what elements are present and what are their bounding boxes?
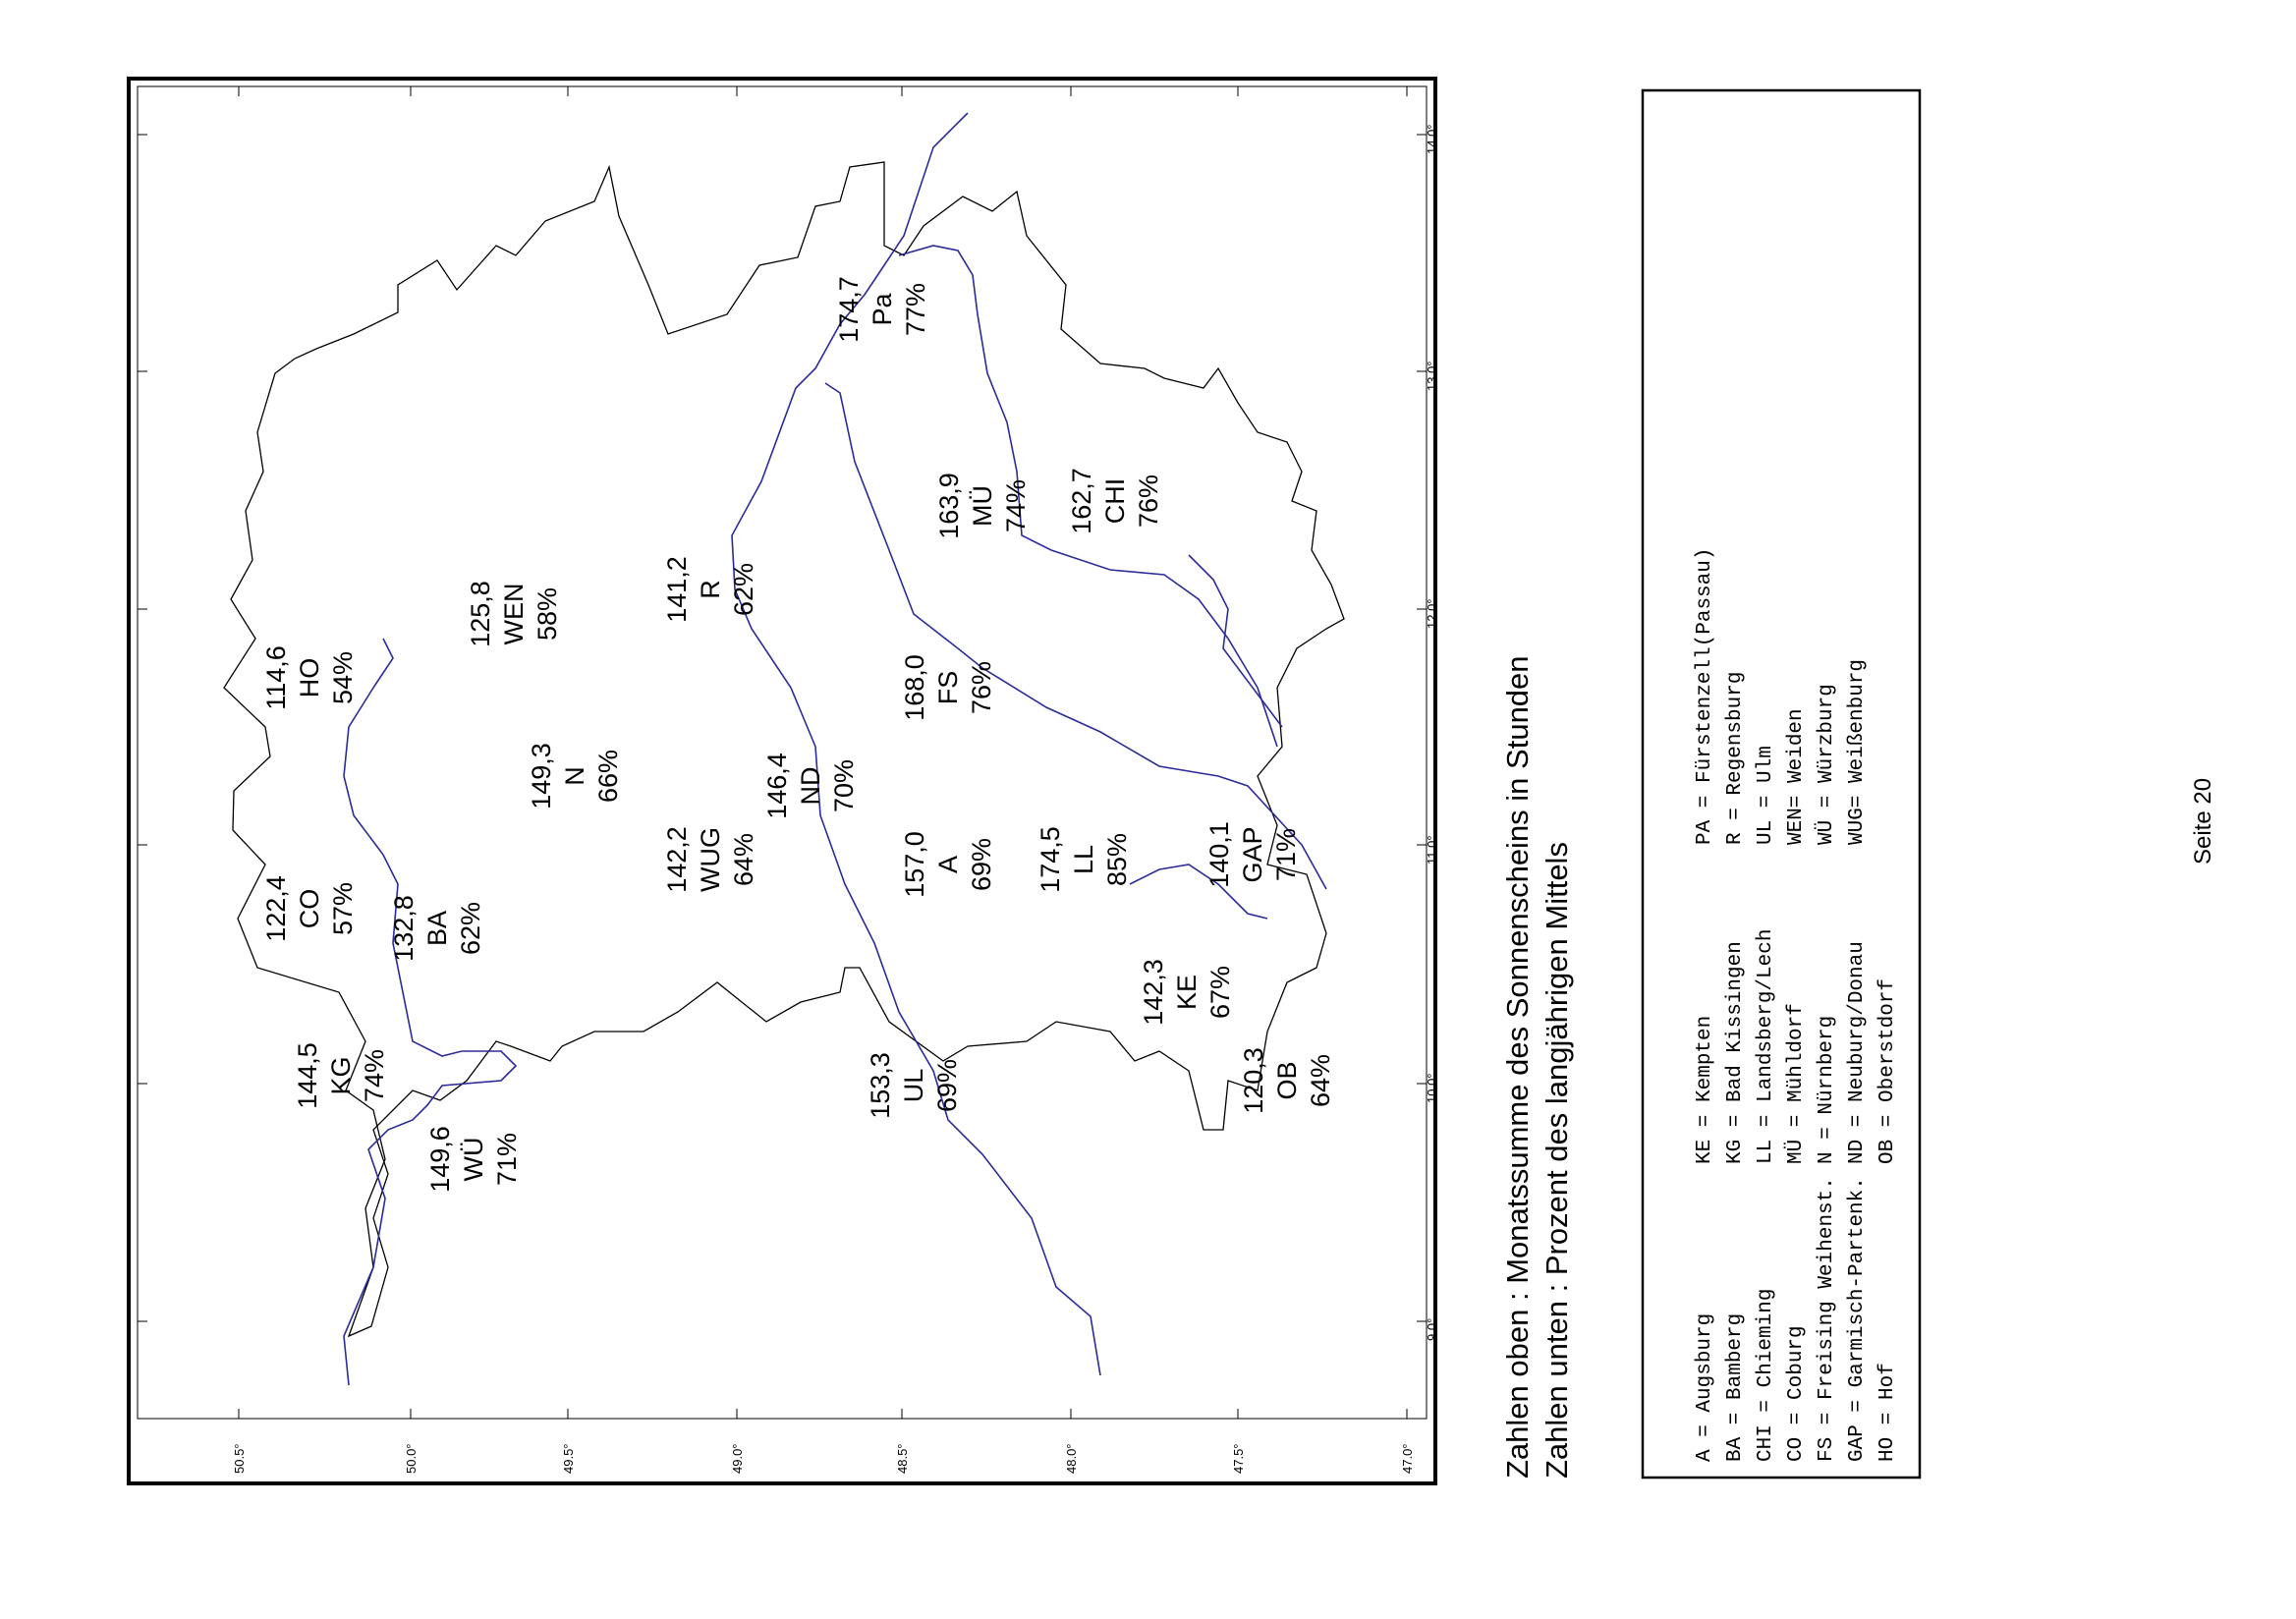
station-pct: 66% bbox=[593, 749, 623, 804]
station-code: N bbox=[560, 766, 589, 786]
lat-tick-label: 47.5° bbox=[1231, 1443, 1246, 1474]
station-value: 157,0 bbox=[900, 831, 929, 898]
station-kg bbox=[293, 1042, 389, 1109]
station-pct: 64% bbox=[729, 832, 758, 887]
station-ke bbox=[1139, 959, 1235, 1026]
station-co bbox=[261, 875, 358, 942]
legend-entry: ND = Neuburg/Donau bbox=[1846, 941, 1869, 1164]
lon-tick-label: 10.0° bbox=[1425, 1073, 1439, 1103]
lon-tick-label: 14.0° bbox=[1425, 124, 1439, 154]
station-value: 149,3 bbox=[527, 743, 556, 810]
legend-entry: MÜ = Mühldorf bbox=[1785, 1003, 1808, 1164]
station-code: KG bbox=[326, 1056, 356, 1095]
station-value: 114,6 bbox=[261, 645, 291, 710]
station-legend bbox=[1643, 90, 1920, 1478]
station-value: 140,1 bbox=[1204, 821, 1234, 888]
station-pct: 71% bbox=[492, 1132, 522, 1187]
station-code: OB bbox=[1272, 1061, 1302, 1100]
station-code: GAP bbox=[1238, 826, 1267, 883]
station-value: 168,0 bbox=[900, 654, 929, 721]
station-pct: 77% bbox=[901, 282, 930, 337]
station-pct: 62% bbox=[456, 901, 485, 956]
lat-tick-label: 49.0° bbox=[730, 1443, 745, 1474]
page-number: Seite 20 bbox=[2190, 777, 2216, 865]
station-wug bbox=[662, 826, 758, 893]
legend-entry: OB = Oberstdorf bbox=[1876, 977, 1899, 1164]
station-ul bbox=[866, 1052, 962, 1119]
legend-entry: A = Augsburg bbox=[1694, 1312, 1716, 1462]
station-code: LL bbox=[1069, 844, 1098, 875]
station-code: R bbox=[696, 580, 725, 599]
station-code: Pa bbox=[868, 293, 897, 326]
station-value: 163,9 bbox=[934, 473, 964, 539]
station-code: WUG bbox=[696, 827, 725, 892]
station-wen bbox=[466, 581, 562, 647]
lon-tick-label: 11.0° bbox=[1425, 835, 1439, 865]
station-ba bbox=[389, 895, 485, 962]
station-value: 174,7 bbox=[834, 276, 864, 343]
legend-entry: HO = Hof bbox=[1876, 1363, 1899, 1462]
station-value: 144,5 bbox=[293, 1042, 322, 1109]
station-labels bbox=[261, 276, 1335, 1193]
station-pct: 54% bbox=[328, 650, 358, 705]
station-value: 122,4 bbox=[261, 875, 291, 942]
station-ob bbox=[1239, 1047, 1335, 1114]
station-value: 174,5 bbox=[1036, 826, 1065, 893]
station-code: MÜ bbox=[968, 485, 997, 527]
legend-column-left bbox=[1694, 1177, 1899, 1462]
river-main bbox=[344, 639, 516, 1385]
legend-border bbox=[1643, 90, 1920, 1478]
lon-tick-label: 9.0° bbox=[1425, 1317, 1439, 1341]
station-nd bbox=[762, 753, 859, 819]
map-inner-border bbox=[138, 86, 1427, 1419]
station-wü bbox=[425, 1126, 522, 1193]
map-caption bbox=[1500, 655, 1574, 1479]
legend-entry: BA = Bamberg bbox=[1724, 1312, 1747, 1462]
station-pct: 57% bbox=[328, 881, 358, 936]
legend-entry: KG = Bad Kissingen bbox=[1724, 941, 1747, 1164]
station-a bbox=[900, 831, 996, 898]
caption-line-2: Zahlen unten : Prozent des langjährigen Mittels bbox=[1540, 842, 1574, 1479]
legend-entry: KE = Kempten bbox=[1694, 1015, 1716, 1164]
river-isar bbox=[825, 383, 1326, 892]
station-code: CO bbox=[295, 888, 324, 929]
station-pct: 76% bbox=[1134, 474, 1163, 529]
legend-entry: GAP = Garmisch-Partenk. bbox=[1846, 1177, 1869, 1462]
legend-entry: N = Nürnberg bbox=[1816, 1015, 1838, 1164]
station-pct: 67% bbox=[1205, 965, 1235, 1020]
station-value: 120,3 bbox=[1239, 1047, 1268, 1114]
station-chi bbox=[1067, 468, 1163, 534]
state-boundary bbox=[224, 162, 1344, 1336]
station-pct: 74% bbox=[360, 1048, 389, 1103]
station-value: 141,2 bbox=[662, 556, 692, 623]
station-r bbox=[662, 556, 758, 623]
station-value: 153,3 bbox=[866, 1052, 895, 1119]
station-value: 149,6 bbox=[425, 1126, 455, 1193]
caption-line-1: Zahlen oben : Monatssumme des Sonnenscheins in Stunden bbox=[1500, 655, 1535, 1479]
station-value: 146,4 bbox=[762, 753, 792, 819]
station-code: CHI bbox=[1100, 477, 1130, 525]
legend-entry: UL = Ulm bbox=[1755, 746, 1777, 845]
legend-entry: CHI = Chieming bbox=[1755, 1288, 1777, 1462]
legend-entry: WÜ = Würzburg bbox=[1816, 684, 1838, 845]
lat-tick-label: 50.5° bbox=[232, 1443, 247, 1474]
station-code: HO bbox=[295, 657, 324, 698]
lat-tick-label: 49.5° bbox=[561, 1443, 576, 1474]
river-salzach bbox=[1189, 555, 1282, 727]
station-pct: 62% bbox=[729, 562, 758, 617]
longitude-axis bbox=[138, 124, 1439, 1341]
legend-entry: LL = Landsberg/Lech bbox=[1755, 928, 1777, 1164]
legend-column-middle bbox=[1694, 929, 1899, 1164]
station-code: WEN bbox=[499, 583, 529, 645]
lat-tick-label: 48.5° bbox=[895, 1443, 910, 1474]
station-value: 125,8 bbox=[466, 581, 495, 647]
station-code: UL bbox=[899, 1068, 928, 1103]
station-value: 142,2 bbox=[662, 826, 692, 893]
station-value: 132,8 bbox=[389, 895, 419, 962]
lon-tick-label: 13.0° bbox=[1425, 361, 1439, 391]
station-pct: 74% bbox=[1001, 478, 1031, 533]
legend-entry: WUG= Weißenburg bbox=[1846, 658, 1869, 845]
station-pct: 69% bbox=[967, 837, 996, 892]
lat-tick-label: 48.0° bbox=[1064, 1443, 1079, 1474]
lon-tick-label: 12.0° bbox=[1425, 598, 1439, 629]
legend-entry: PA = Fürstenzell(Passau) bbox=[1694, 547, 1716, 845]
station-fs bbox=[900, 654, 996, 721]
station-code: BA bbox=[422, 910, 452, 947]
legend-entry: CO = Coburg bbox=[1785, 1325, 1808, 1462]
station-pct: 69% bbox=[932, 1058, 962, 1113]
station-n bbox=[527, 743, 623, 810]
station-mü bbox=[934, 473, 1031, 539]
station-pct: 70% bbox=[829, 758, 859, 813]
station-ll bbox=[1036, 826, 1132, 893]
legend-entry: R = Regensburg bbox=[1724, 671, 1747, 845]
station-value: 142,3 bbox=[1139, 959, 1168, 1026]
station-code: A bbox=[933, 855, 963, 874]
station-code: ND bbox=[796, 766, 825, 806]
station-gap bbox=[1204, 821, 1301, 888]
station-pct: 85% bbox=[1102, 832, 1132, 887]
station-value: 162,7 bbox=[1067, 468, 1096, 534]
station-pct: 64% bbox=[1306, 1053, 1335, 1108]
lat-tick-label: 47.0° bbox=[1400, 1443, 1415, 1474]
lat-tick-label: 50.0° bbox=[404, 1443, 419, 1474]
station-code: FS bbox=[933, 670, 963, 705]
station-code: KE bbox=[1172, 974, 1202, 1011]
station-pa bbox=[834, 276, 930, 343]
station-pct: 58% bbox=[532, 586, 562, 642]
legend-entry: WEN= Weiden bbox=[1785, 708, 1808, 845]
station-pct: 71% bbox=[1271, 827, 1301, 882]
legend-entry: FS = Freising Weihenst. bbox=[1816, 1177, 1838, 1462]
station-pct: 76% bbox=[967, 660, 996, 715]
station-code: WÜ bbox=[459, 1137, 488, 1182]
station-ho bbox=[261, 645, 358, 710]
legend-column-right bbox=[1694, 548, 1869, 845]
